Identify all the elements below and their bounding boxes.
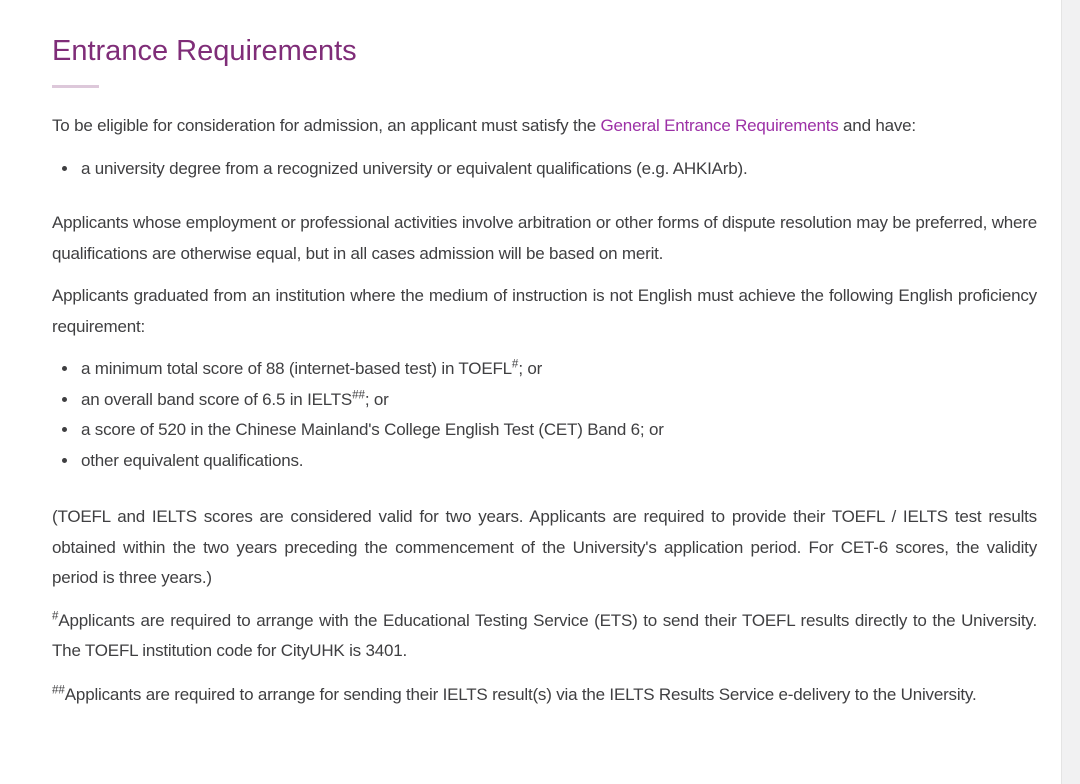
list-item xyxy=(79,415,1037,446)
intro-text-after-link: and have: xyxy=(838,116,916,135)
bullet-text: a score of 520 in the Chinese Mainland's College English Test (CET) Band 6; or xyxy=(81,420,664,439)
footnote-marker: ## xyxy=(52,683,65,696)
list-item xyxy=(79,385,1037,416)
validity-paragraph: (TOEFL and IELTS scores are considered valid for two years. Applicants are required to provide their TOEFL / IELTS test results obtained within the two years preceding the commencement of the University's application period. For CET-6 scores, the validity period is three years.) xyxy=(52,507,1037,587)
degree-requirement-list xyxy=(52,154,1037,185)
footnote-marker: # xyxy=(511,358,519,371)
footnote-toefl xyxy=(52,606,1037,667)
list-item: • a university degree from a recognized university or equivalent qualifications (e.g. AHKIArb). xyxy=(79,154,1037,185)
bullet-text: other equivalent qualifications. xyxy=(81,450,304,470)
bullet-text: ; or xyxy=(364,389,389,409)
page-title: Entrance Requirements xyxy=(52,35,357,67)
title-divider xyxy=(52,85,99,88)
general-entrance-requirements-link[interactable]: General Entrance Requirements xyxy=(600,116,839,135)
bullet-text: an overall band score of 6.5 in IELTS xyxy=(81,389,353,409)
footnote-ielts xyxy=(52,680,1037,711)
english-proficiency-list xyxy=(52,354,1037,476)
bullet-text: ; or xyxy=(518,359,543,378)
footnote-marker: ## xyxy=(352,388,365,401)
intro-paragraph xyxy=(52,111,1037,142)
english-requirement-paragraph: Applicants graduated from an institution where the medium of instruction is not English must achieve the following English proficiency requirement: xyxy=(52,286,1037,336)
vertical-scrollbar[interactable] xyxy=(1061,0,1080,784)
list-item xyxy=(79,446,1037,477)
footnote-text: Applicants are required to arrange with the Educational Testing Service (ETS) to send their TOEFL results directly to the University. The TOEFL institution code for CityUHK is 3401. xyxy=(52,610,1037,660)
list-item xyxy=(79,354,1037,385)
footnote-text: Applicants are required to arrange for sending their IELTS result(s) via the IELTS Results Service e-delivery to the University. xyxy=(64,684,977,704)
preference-paragraph: Applicants whose employment or professional activities involve arbitration or other forms of dispute resolution may be preferred, where qualifications are otherwise equal, but in all cases admission will be based on merit. xyxy=(52,213,1037,263)
footnote-marker: # xyxy=(52,609,59,622)
main-content xyxy=(52,34,1037,723)
bullet-text: a minimum total score of 88 (internet-based test) in TOEFL xyxy=(81,359,512,378)
intro-text-before-link: To be eligible for consideration for admission, an applicant must satisfy the xyxy=(52,116,601,135)
